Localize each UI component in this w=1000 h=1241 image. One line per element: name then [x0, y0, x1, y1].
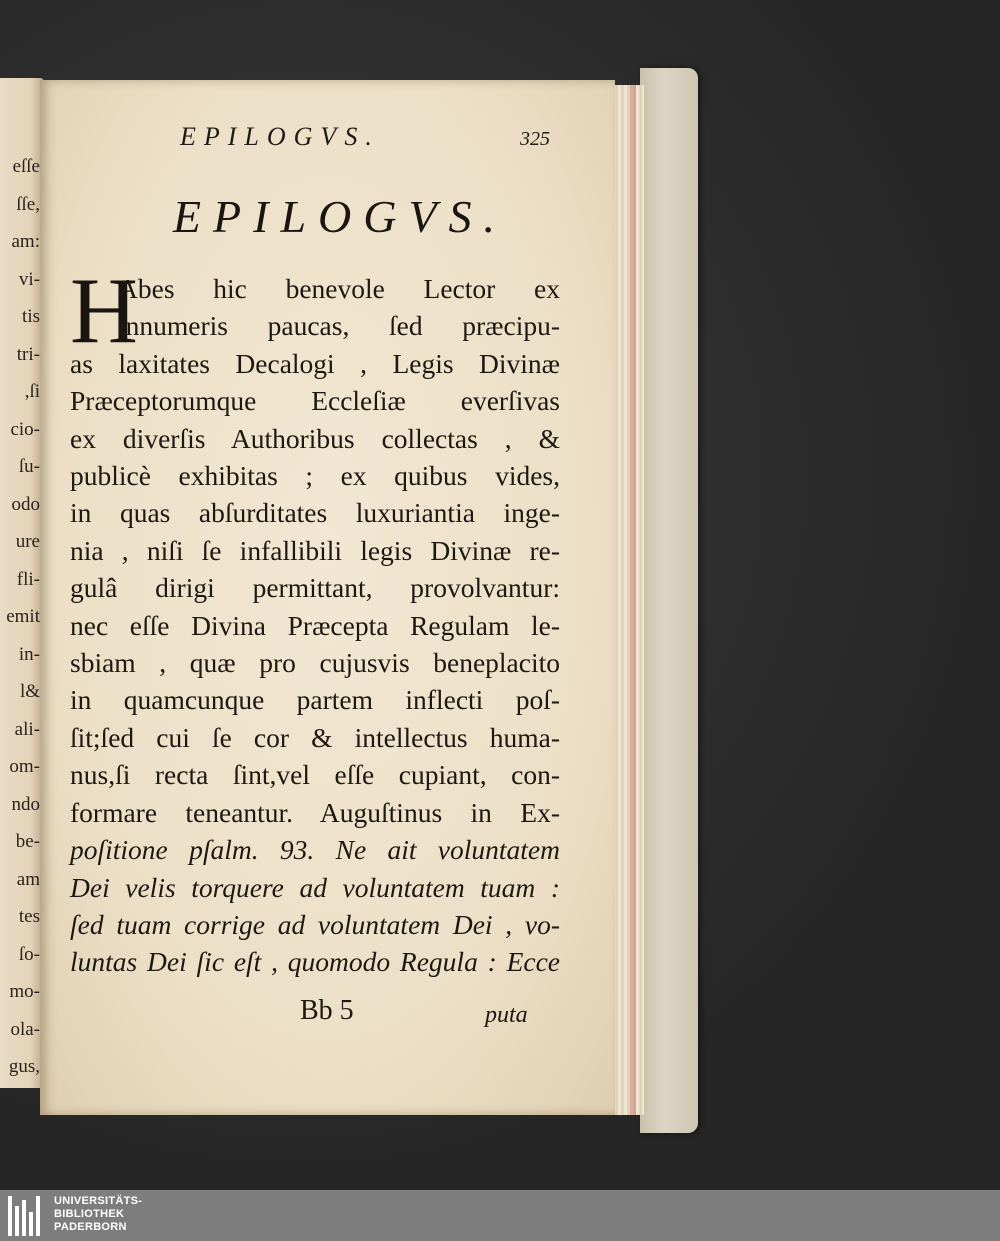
text-line: luntas Dei ſic eſt , quomodo Regula : Ecce [70, 946, 560, 978]
book-page [40, 80, 615, 1115]
left-page-fragment: be- [15, 831, 40, 852]
left-page-fragment: gus, [8, 1056, 40, 1077]
text-line: Dei velis torquere ad voluntatem tuam : [70, 871, 560, 903]
text-line: in quas abſurditates luxuriantia inge- [70, 497, 560, 529]
text-line: gulâ dirigi permittant, provolvantur: [70, 572, 560, 604]
left-page-edge [0, 78, 44, 1088]
left-page-fragment: ,ſi [24, 381, 40, 402]
left-page-fragment: l& [19, 681, 40, 702]
text-line: innumeris paucas, ſed præcipu- [118, 310, 560, 342]
left-page-fragment: eſſe [12, 156, 40, 177]
text-line: ſed tuam corrige ad voluntatem Dei , vo- [70, 908, 560, 940]
left-page-fragment: ſu- [18, 456, 40, 477]
text-line: nia , niſi ſe infallibili legis Divinæ re- [70, 534, 560, 566]
left-page-fragment: fli- [16, 568, 40, 590]
library-logo-text [54, 1195, 142, 1234]
text-line: nec eſſe Divina Præcepta Regulam le- [70, 609, 560, 641]
text-line: as laxitates Decalogi , Legis Divinæ [70, 347, 560, 379]
book-cover-edge [640, 68, 698, 1133]
left-page-fragment: am [16, 868, 40, 890]
library-logo-icon [8, 1196, 48, 1236]
left-page-fragment: ola- [10, 1018, 40, 1040]
left-page-fragment: ure [15, 531, 40, 552]
left-page-fragment: ndo [11, 793, 40, 815]
text-line: poſitione pſalm. 93. Ne ait voluntatem [70, 834, 560, 866]
text-line: formare teneantur. Auguſtinus in Ex- [70, 796, 560, 828]
logo-line: UNIVERSITÄTS- [54, 1195, 143, 1207]
left-page-fragment: odo [11, 493, 40, 515]
body-text [70, 259, 560, 981]
left-page-fragment: om- [9, 756, 40, 777]
left-page-fragment: ſo- [18, 943, 40, 965]
left-page-fragment: vi- [18, 268, 40, 290]
logo-line: PADERBORN [54, 1221, 127, 1233]
page-number: 325 [520, 128, 550, 150]
text-line: ſit;ſed cui ſe cor & intellectus huma- [70, 721, 560, 753]
catchword: puta [485, 1002, 528, 1028]
left-page-fragment: am: [11, 231, 40, 252]
signature-mark: Bb 5 [300, 995, 354, 1026]
text-line: nus,ſi recta ſint,vel eſſe cupiant, con- [70, 759, 560, 791]
left-page-fragment: cio- [10, 418, 40, 440]
text-line: in quamcunque partem inflecti poſ- [70, 684, 560, 716]
text-line: Præceptorumque Eccleſiæ everſivas [70, 385, 560, 417]
left-page-fragment: emit [6, 606, 40, 627]
text-line: ex diverſis Authoribus collectas , & [70, 422, 560, 454]
left-page-fragment: ali- [14, 718, 40, 740]
page-title: EPILOGVS. [172, 191, 508, 242]
text-line: publicè exhibitas ; ex quibus vides, [70, 460, 560, 492]
running-head: EPILOGVS. [180, 122, 380, 151]
left-page-fragment: in- [18, 643, 40, 665]
drop-cap: H [70, 259, 138, 363]
text-line: sbiam , quæ pro cujusvis beneplacito [70, 647, 560, 679]
logo-line: BIBLIOTHEK [54, 1208, 125, 1220]
left-page-fragment: tis [22, 306, 40, 327]
left-page-fragment: mo- [9, 981, 40, 1002]
footer-bar [0, 1190, 1000, 1241]
text-line: Abes hic benevole Lector ex [118, 273, 560, 304]
left-page-fragment: ſſe, [16, 193, 40, 215]
left-page-fragment: tes [18, 906, 40, 927]
left-page-fragment: tri- [16, 343, 40, 365]
